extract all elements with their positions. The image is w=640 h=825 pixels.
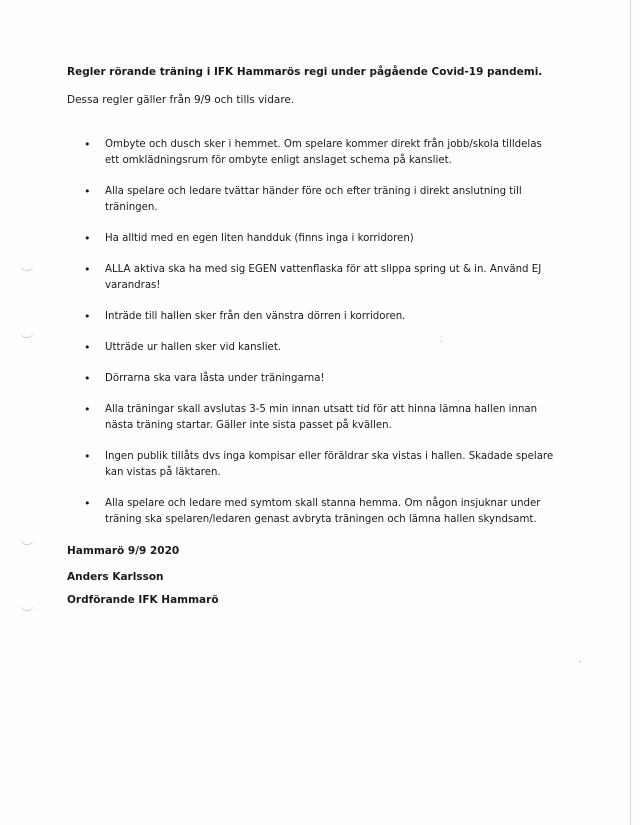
punch-hole-mark bbox=[20, 604, 34, 611]
rule-item: • Alla spelare och ledare tvättar händer före och efter träning i direkt anslutning till träningen. bbox=[84, 184, 554, 216]
rule-item: • Alla träningar skall avslutas 3-5 min innan utsatt tid för att hinna lämna hallen innan nästa träning startar. Gäller inte sista passet på kvällen. bbox=[84, 402, 554, 434]
signature-place-date: Hammarö 9/9 2020 bbox=[67, 545, 180, 557]
scan-speck bbox=[579, 661, 580, 662]
document-subtitle: Dessa regler gäller från 9/9 och tills vidare. bbox=[67, 94, 295, 106]
rule-item: • Ingen publik tillåts dvs inga kompisar eller föräldrar ska vistas i hallen. Skadade spelare kan vistas på läktaren. bbox=[84, 449, 554, 481]
rules-list bbox=[84, 137, 554, 543]
document-title: Regler rörande träning i IFK Hammarös regi under pågående Covid-19 pandemi. bbox=[67, 66, 543, 78]
rule-item: • Ombyte och dusch sker i hemmet. Om spelare kommer direkt från jobb/skola tilldelas ett omklädningsrum för ombyte enligt anslaget schema på kansliet. bbox=[84, 137, 554, 169]
rule-item: • Ha alltid med en egen liten handduk (finns inga i korridoren) bbox=[84, 231, 554, 247]
rule-item: • Inträde till hallen sker från den vänstra dörren i korridoren. bbox=[84, 309, 554, 325]
page-edge bbox=[630, 0, 631, 825]
punch-hole-mark bbox=[20, 538, 34, 545]
rule-item: • Dörrarna ska vara låsta under träningarna! bbox=[84, 371, 554, 387]
scan-speck bbox=[441, 341, 442, 342]
rule-item: • ALLA aktiva ska ha med sig EGEN vattenflaska för att slippa spring ut & in. Använd EJ varandras! bbox=[84, 262, 554, 294]
punch-hole-mark bbox=[20, 331, 34, 338]
signature-name: Anders Karlsson bbox=[67, 571, 164, 583]
signature-role: Ordförande IFK Hammarö bbox=[67, 594, 219, 606]
rule-item: • Alla spelare och ledare med symtom skall stanna hemma. Om någon insjuknar under träning ska spelaren/ledaren genast avbryta träningen och lämna hallen skyndsamt. bbox=[84, 496, 554, 528]
rule-item: • Utträde ur hallen sker vid kansliet. bbox=[84, 340, 554, 356]
punch-hole-mark bbox=[20, 264, 34, 271]
